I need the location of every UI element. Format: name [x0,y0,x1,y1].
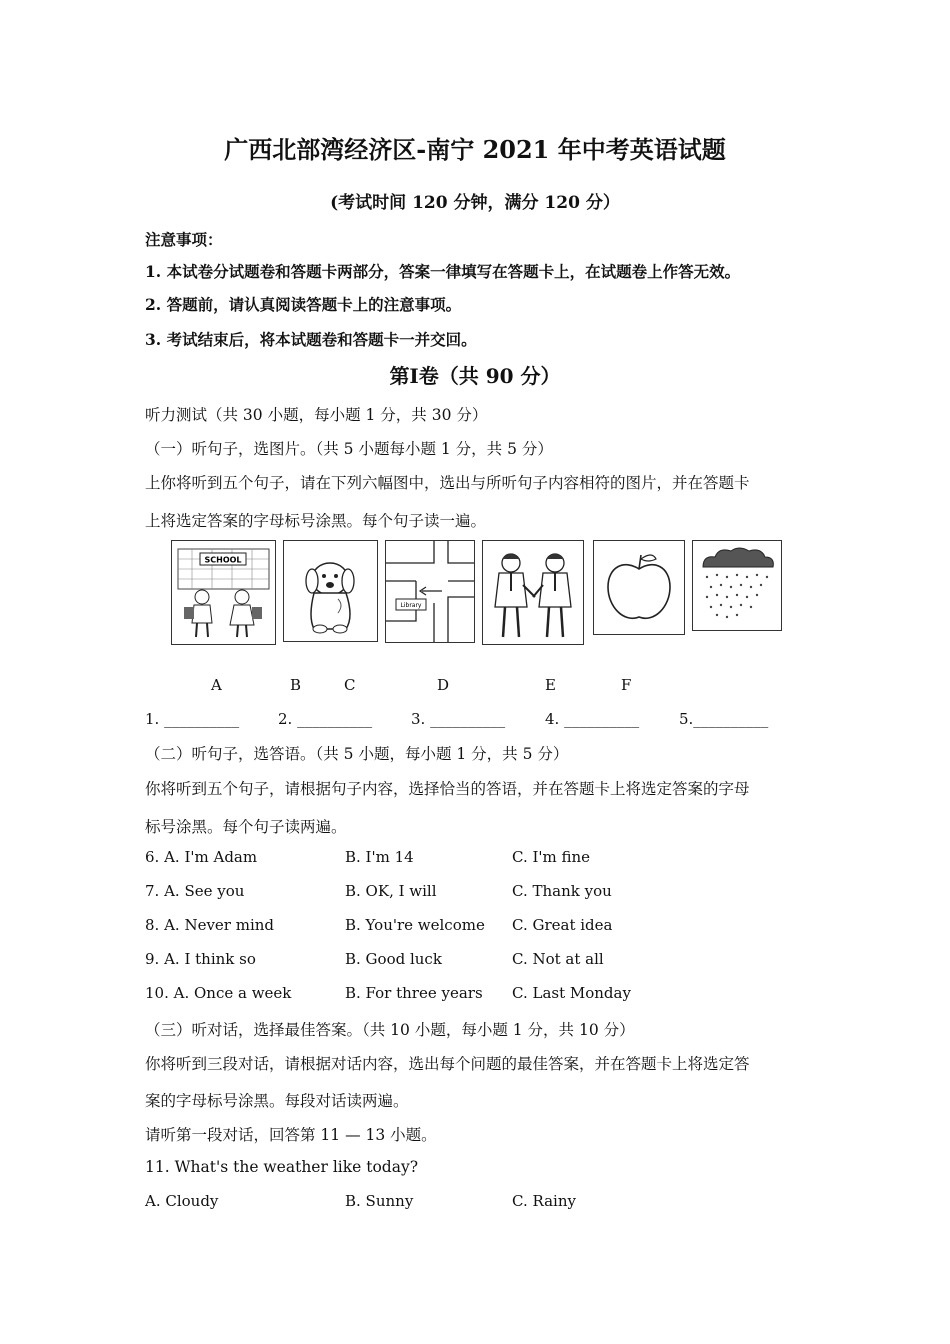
q7-option-b: B. OK, I will [345,882,437,900]
answer-blank-3[interactable]: 3. __________ [411,710,506,728]
picture-rain [692,540,782,631]
school-kids-icon [172,541,275,644]
notice-heading: 注意事项： [145,230,223,249]
rain-cloud-icon [693,541,781,630]
picture-apple [593,540,685,635]
picture-school [171,540,276,645]
answer-blank-1[interactable]: 1. __________ [145,710,240,728]
part1-heading: （一）听句子，选图片。（共 5 小题每小题 1 分，共 5 分） [145,440,553,458]
q11-option-a: A. Cloudy [145,1192,219,1210]
svg-text:Library: Library [400,602,422,609]
picture-handshake [482,540,584,645]
exam-title: 广西北部湾经济区-南宁 2021 年中考英语试题 [224,135,726,164]
q8-option-a: 8. A. Never mind [145,916,275,934]
listening-heading: 听力测试（共 30 小题，每小题 1 分，共 30 分） [145,406,488,424]
q6-option-b: B. I'm 14 [345,848,414,866]
part3-instruction-2: 案的字母标号涂黑。每段对话读两遍。 [145,1092,409,1110]
q9-option-b: B. Good luck [345,950,442,968]
q11-option-b: B. Sunny [345,1192,414,1210]
notice-item-3: 3. 考试结束后，将本试题卷和答题卡一并交回。 [145,330,477,349]
q8-option-c: C. Great idea [512,916,613,934]
q10-option-b: B. For three years [345,984,483,1002]
answer-blank-4[interactable]: 4. __________ [545,710,640,728]
dog-icon [284,541,377,641]
question-11: 11. What's the weather like today? [145,1158,419,1176]
dialog-intro: 请听第一段对话，回答第 11 — 13 小题。 [145,1126,437,1144]
exam-subtitle: (考试时间 120 分钟，满分 120 分） [330,193,620,213]
q7-option-a: 7. A. See you [145,882,245,900]
picture-letter-b: B [290,676,302,694]
q8-option-b: B. You're welcome [345,916,485,934]
picture-letter-c: C [344,676,356,694]
q6-option-a: 6. A. I'm Adam [145,848,258,866]
answer-blank-5[interactable]: 5.__________ [679,710,769,728]
picture-letter-a: A [211,676,222,694]
picture-letter-f: F [621,676,632,694]
picture-letter-d: D [437,676,450,694]
handshake-icon [483,541,583,644]
picture-letter-e: E [545,676,556,694]
part2-instruction-2: 标号涂黑。每个句子读两遍。 [145,818,347,836]
part3-instruction-1: 你将听到三段对话，请根据对话内容，选出每个问题的最佳答案，并在答题卡上将选定答 [145,1055,750,1073]
picture-dog [283,540,378,642]
q9-option-a: 9. A. I think so [145,950,256,968]
picture-library-map [385,540,475,643]
q9-option-c: C. Not at all [512,950,604,968]
notice-item-1: 1. 本试卷分试题卷和答题卡两部分，答案一律填写在答题卡上，在试题卷上作答无效。 [145,262,741,281]
svg-text:SCHOOL: SCHOOL [204,555,242,565]
answer-blank-2[interactable]: 2. __________ [278,710,373,728]
q6-option-c: C. I'm fine [512,848,591,866]
q10-option-a: 10. A. Once a week [145,984,292,1002]
apple-icon [594,541,684,634]
part2-heading: （二）听句子，选答语。（共 5 小题，每小题 1 分，共 5 分） [145,745,569,763]
q10-option-c: C. Last Monday [512,984,631,1002]
library-map-icon [386,541,474,642]
part2-instruction-1: 你将听到五个句子，请根据句子内容，选择恰当的答语，并在答题卡上将选定答案的字母 [145,780,750,798]
notice-item-2: 2. 答题前，请认真阅读答题卡上的注意事项。 [145,295,462,314]
part1-instruction-2: 上将选定答案的字母标号涂黑。每个句子读一遍。 [145,512,487,530]
q11-option-c: C. Rainy [512,1192,576,1210]
q7-option-c: C. Thank you [512,882,612,900]
part1-instruction-1: 上你将听到五个句子，请在下列六幅图中，选出与所听句子内容相符的图片，并在答题卡 [145,474,750,492]
section-title: 第Ⅰ卷（共 90 分） [389,364,561,388]
part3-heading: （三）听对话，选择最佳答案。（共 10 小题，每小题 1 分，共 10 分） [145,1021,635,1039]
